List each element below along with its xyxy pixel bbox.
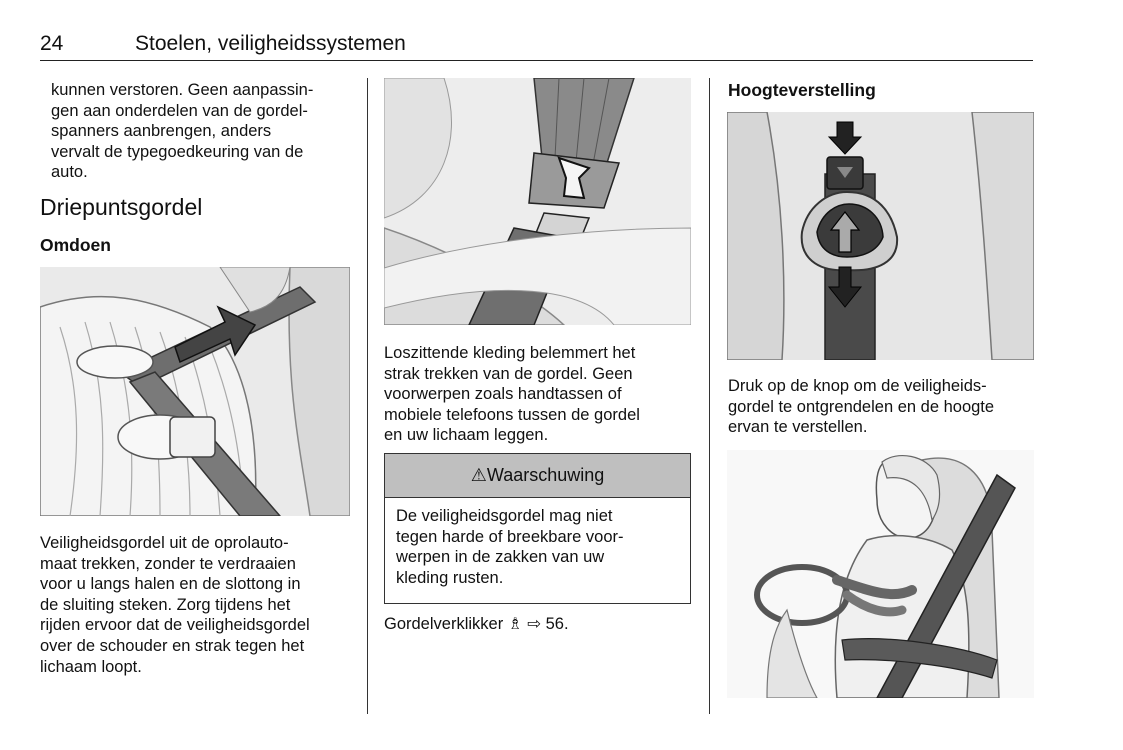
text-line: rijden ervoor dat de veiligheidsgordel <box>40 616 310 635</box>
subsection-heading: Hoogteverstelling <box>728 80 876 100</box>
page-reference-number: 56. <box>545 615 569 633</box>
page-number: 24 <box>40 32 64 55</box>
text-line: Veiligheidsgordel uit de oprolauto- <box>40 534 289 552</box>
text-line: kunnen verstoren. Geen aanpassin- <box>51 81 314 99</box>
text-line: ervan te verstellen. <box>728 418 868 437</box>
chapter-title: Stoelen, veiligheidssystemen <box>135 32 406 55</box>
caption-height-adjust <box>728 376 1033 438</box>
text-line: spanners aanbrengen, anders <box>51 122 272 141</box>
text-line: tegen harde of breekbare voor- <box>396 527 624 546</box>
text-line: strak trekken van de gordel. Geen <box>384 364 633 383</box>
column-divider-2 <box>709 78 710 714</box>
seatbelt-reminder-reference <box>384 614 704 635</box>
illustration-buckling-belt <box>40 267 350 516</box>
text-line: vervalt de typegoedkeuring van de <box>51 142 304 161</box>
section-heading: Driepuntsgordel <box>40 194 203 220</box>
text-line: mobiele telefoons tussen de gordel <box>384 405 640 424</box>
text-line: voorwerpen zoals handtassen of <box>384 385 622 404</box>
text-line: lichaam loopt. <box>40 657 142 676</box>
text-line: gordel te ontgrendelen en de hoogte <box>728 397 995 416</box>
page-reference-arrow-icon: ⇨ <box>527 615 542 633</box>
intro-paragraph <box>51 80 361 183</box>
warning-box <box>384 453 691 604</box>
text-line: De veiligheidsgordel mag niet <box>396 507 613 525</box>
text-line: de sluiting steken. Zorg tijdens het <box>40 595 291 614</box>
text-line: kleding rusten. <box>396 568 504 587</box>
caption-buckling <box>40 533 365 677</box>
illustration-height-adjuster <box>727 112 1034 360</box>
page-header <box>40 30 1033 61</box>
text-line: maat trekken, zonder te verdraaien <box>40 554 296 573</box>
column-divider-1 <box>367 78 368 714</box>
text-line: auto. <box>51 163 88 182</box>
text-line: voor u langs halen en de slottong in <box>40 575 301 594</box>
text-line: gen aan onderdelen van de gordel- <box>51 101 308 120</box>
subsection-heading: Omdoen <box>40 235 111 255</box>
reminder-text: Gordelverklikker <box>384 615 504 633</box>
illustration-driver-belt-position <box>727 450 1034 698</box>
text-line: Druk op de knop om de veiligheids- <box>728 377 987 395</box>
seatbelt-reminder-icon: ♗ <box>507 615 523 633</box>
warning-title: ⚠Waarschuwing <box>385 454 690 498</box>
text-line: werpen in de zakken van uw <box>396 548 605 567</box>
text-line: Loszittende kleding belemmert het <box>384 344 636 362</box>
text-line: over de schouder en strak tegen het <box>40 636 305 655</box>
text-line: en uw lichaam leggen. <box>384 426 549 445</box>
caption-loose-clothing <box>384 343 704 446</box>
illustration-belt-buckle <box>384 78 691 325</box>
